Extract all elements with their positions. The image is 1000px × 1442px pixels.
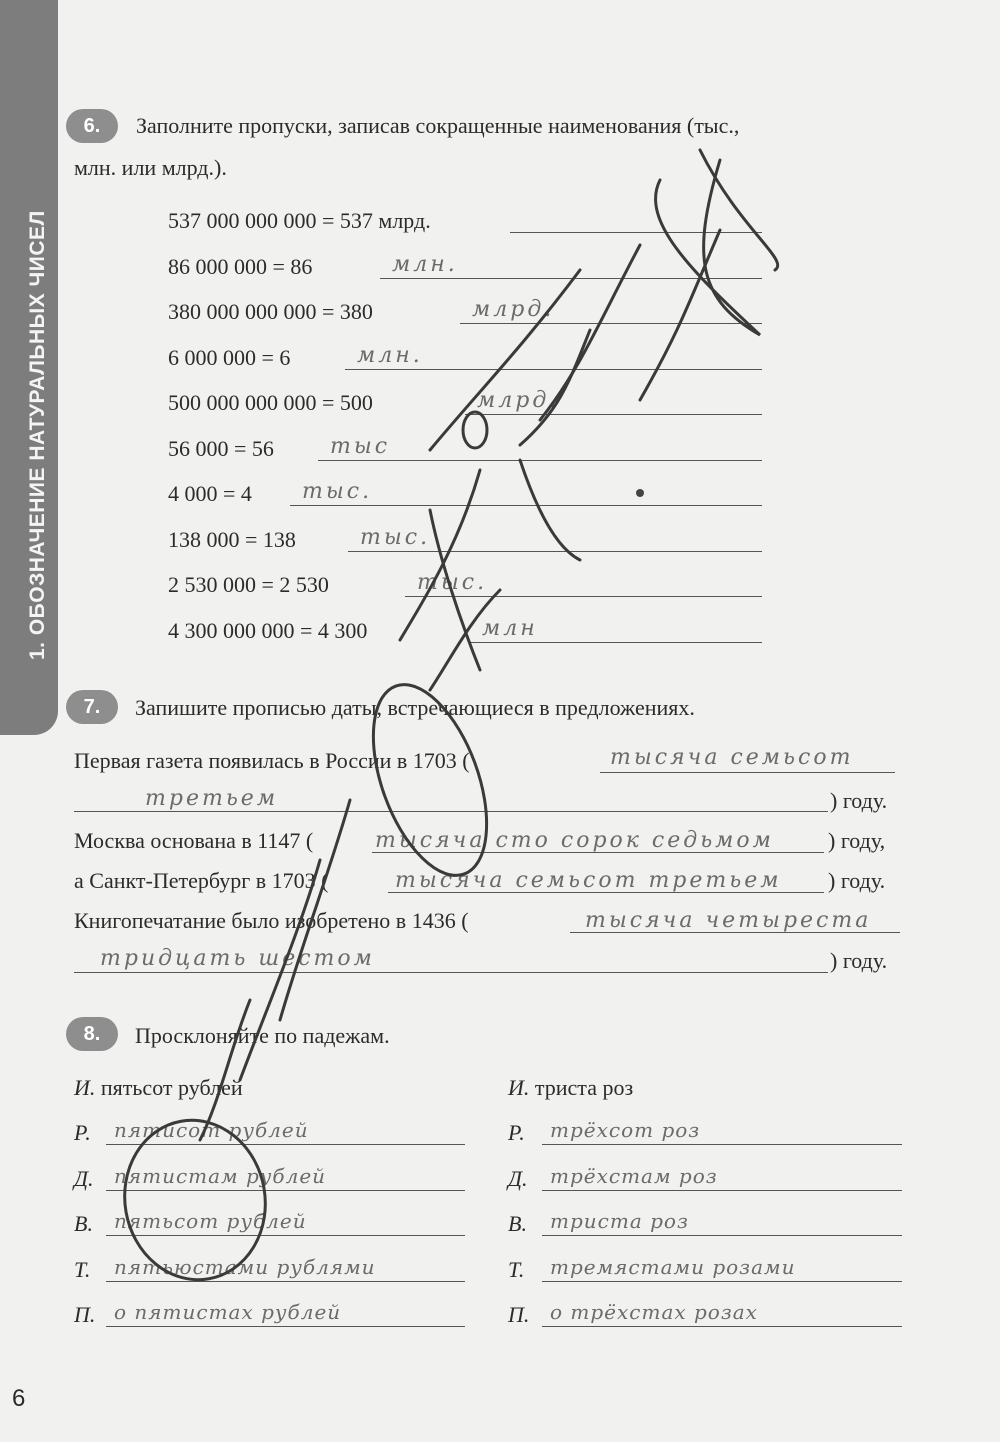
case-label: Р. <box>74 1120 91 1145</box>
task-6-printed-number: 4 300 000 000 = 4 300 <box>168 617 368 643</box>
case-label: В. <box>74 1211 93 1236</box>
answer-line <box>106 1326 465 1327</box>
task-7-answer-2[interactable]: тысяча сто сорок седьмом <box>375 828 774 853</box>
task-6-printed-number: 537 000 000 000 = 537 млрд. <box>168 208 431 233</box>
task-7-sentence-3-end: ) году. <box>828 868 886 893</box>
answer-line <box>510 232 762 233</box>
case-answer[interactable]: о пятистах рублей <box>114 1300 342 1324</box>
task-7-sentence-4-end: ) году. <box>830 948 888 973</box>
answer-line <box>542 1190 902 1191</box>
task-6-printed-number: 500 000 000 000 = 500 <box>168 390 373 415</box>
task-7-sentence-4: Книгопечатание было изобретено в 1436 ( <box>74 908 469 933</box>
task-7-answer-4b[interactable]: тридцать шестом <box>100 946 375 971</box>
right-nominative <box>508 1075 633 1101</box>
case-label: Д. <box>74 1165 94 1191</box>
task-7-sentence-2: Москва основана в 1147 ( <box>74 828 314 853</box>
case-answer[interactable]: трёхсот роз <box>550 1118 701 1142</box>
answer-line <box>106 1281 465 1282</box>
answer-line <box>106 1190 465 1191</box>
task-6-answer[interactable]: тыс. <box>360 524 431 550</box>
answer-line <box>318 460 762 461</box>
answer-line <box>470 642 762 643</box>
case-label: Д. <box>508 1165 528 1191</box>
answer-line <box>542 1144 902 1145</box>
task-6-answer[interactable]: тыс <box>330 433 391 459</box>
case-label: И. <box>74 1075 96 1100</box>
case-answer[interactable]: трёхстам роз <box>550 1163 718 1188</box>
task-7-sentence-1: Первая газета появилась в России в 1703 ( <box>74 748 470 773</box>
answer-line <box>405 596 762 597</box>
answer-line <box>460 323 762 324</box>
task-7-sentence-1-end: ) году. <box>830 788 888 813</box>
task-6-answer[interactable]: млрд. <box>477 388 560 413</box>
answer-line <box>542 1281 902 1282</box>
task-6-answer[interactable]: тыс. <box>417 570 488 595</box>
task-7-badge: 7. <box>66 690 118 724</box>
task-6-printed-number: 6 000 000 = 6 <box>168 344 291 370</box>
chapter-sidebar <box>0 0 58 735</box>
answer-line <box>388 892 824 893</box>
case-label: И. <box>508 1075 530 1100</box>
answer-line <box>106 1235 465 1236</box>
case-answer[interactable]: пятьсот рублей <box>114 1209 307 1233</box>
task-6-answer[interactable]: млн. <box>357 342 423 368</box>
case-label: Р. <box>508 1120 525 1145</box>
nominative-text: триста роз <box>534 1075 634 1100</box>
page-number: 6 <box>12 1385 26 1412</box>
task-6-printed-number: 86 000 000 = 86 <box>168 253 313 279</box>
task-6-instruction-line1: Заполните пропуски, записав сокращенные наименования (тыс., <box>136 113 740 138</box>
task-6-answer[interactable]: млрд. <box>472 297 555 322</box>
answer-line <box>74 972 828 973</box>
task-7-sentence-3: а Санкт-Петербург в 1703 ( <box>74 868 329 893</box>
task-7-answer-1b[interactable]: третьем <box>145 786 279 811</box>
chapter-title: 1. ОБОЗНАЧЕНИЕ НАТУРАЛЬНЫХ ЧИСЕЛ <box>26 210 49 660</box>
case-answer[interactable]: тремястами розами <box>550 1254 796 1279</box>
case-answer[interactable]: пятьюстами рублями <box>114 1254 376 1279</box>
task-6-printed-number: 4 000 = 4 <box>168 481 252 506</box>
case-label: В. <box>508 1211 527 1236</box>
task-7-answer-1a[interactable]: тысяча семьсот <box>610 745 854 770</box>
task-7-sentence-2-end: ) году, <box>828 828 886 853</box>
case-label: П. <box>74 1302 96 1327</box>
answer-line <box>74 811 828 812</box>
answer-line <box>348 551 762 552</box>
answer-line <box>570 932 900 933</box>
task-6-answer[interactable]: млн. <box>392 251 458 277</box>
task-7-answer-3[interactable]: тысяча семьсот третьем <box>395 868 782 893</box>
task-6-answer[interactable]: млн <box>482 615 538 641</box>
case-label: Т. <box>508 1256 525 1282</box>
answer-line <box>542 1235 902 1236</box>
task-6-printed-number: 138 000 = 138 <box>168 526 296 552</box>
task-8-badge: 8. <box>66 1017 118 1051</box>
case-answer[interactable]: пятисот рублей <box>114 1118 309 1142</box>
case-answer[interactable]: о трёхстах розах <box>550 1300 758 1324</box>
answer-line <box>380 278 762 279</box>
case-answer[interactable]: триста роз <box>550 1209 689 1233</box>
task-6-printed-number: 56 000 = 56 <box>168 435 274 461</box>
answer-line <box>106 1144 465 1145</box>
answer-line <box>542 1326 902 1327</box>
left-nominative <box>74 1075 243 1101</box>
case-label: П. <box>508 1302 530 1327</box>
task-8-instruction: Просклоняйте по падежам. <box>135 1023 390 1048</box>
answer-line <box>465 414 762 415</box>
nominative-text: пятьсот рублей <box>100 1075 243 1100</box>
task-6-printed-number: 2 530 000 = 2 530 <box>168 572 329 597</box>
task-6-answer[interactable]: тыс. <box>302 479 373 504</box>
task-6-instruction-line2: млн. или млрд.). <box>74 155 227 180</box>
task-6-printed-number: 380 000 000 000 = 380 <box>168 299 373 324</box>
answer-line <box>345 369 762 370</box>
task-7-instruction: Запишите прописью даты, встречающиеся в предложениях. <box>135 695 695 720</box>
answer-line <box>600 772 895 773</box>
task-7-answer-4a[interactable]: тысяча четыреста <box>585 908 872 933</box>
case-answer[interactable]: пятистам рублей <box>114 1163 327 1188</box>
answer-line <box>372 852 824 853</box>
case-label: Т. <box>74 1256 91 1282</box>
answer-line <box>290 505 762 506</box>
task-6-badge: 6. <box>66 109 118 143</box>
